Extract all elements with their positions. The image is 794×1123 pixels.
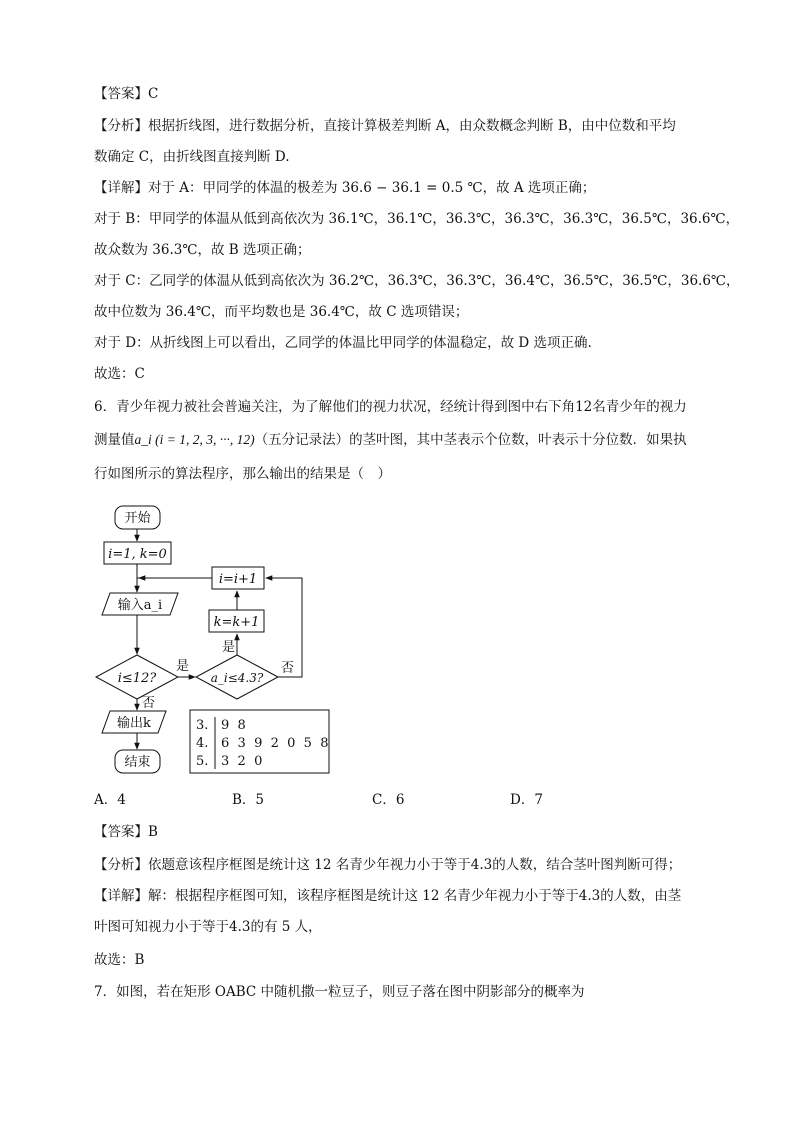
stem-pre: 测量值 [94, 432, 135, 448]
answer-tag: 【答案】 [94, 86, 148, 102]
detail-text: 解：根据程序框图可知，该程序框图是统计这 12 名青少年视力小于等于4.3的人数，由茎 [148, 888, 682, 904]
init-label: i=1, k=0 [108, 547, 167, 562]
leaf-row-3: 3 2 0 [221, 754, 263, 769]
leaf-row-1: 9 8 [221, 718, 246, 733]
cond1-label: i≤12? [117, 671, 157, 686]
q6-analysis [94, 855, 681, 875]
end-label: 结束 [124, 755, 151, 770]
cond2-label: a_i≤4.3? [210, 671, 264, 685]
stem-row-2: 4. [196, 736, 209, 751]
q6-answer [94, 822, 158, 842]
q5-detail-d: 对于 D：从折线图上可以看出，乙同学的体温比甲同学的体温稳定，故 D 选项正确. [94, 335, 592, 351]
no1-label: 否 [142, 696, 156, 711]
output-label: 输出k [117, 716, 151, 731]
detail-tag: 【详解】 [94, 180, 148, 196]
q5-detail-b: 对于 B：甲同学的体温从低到高依次为 36.1℃，36.1℃，36.3℃，36.3℃，36.3℃，36.5℃，36.6℃， [94, 211, 740, 227]
answer-tag: 【答案】 [94, 824, 148, 840]
answer-value: C [148, 86, 159, 102]
i-inc-label: i=i+1 [218, 572, 258, 587]
q6-stem-line3: 行如图所示的算法程序，那么输出的结果是（ ） [94, 466, 391, 482]
leaf-row-2: 6 3 9 2 0 5 8 [221, 736, 329, 751]
q5-detail-c-cont: 故中位数为 36.4℃，而平均数也是 36.4℃，故 C 选项错误； [94, 304, 469, 320]
choice-a-label: A． [94, 792, 118, 808]
yes2-label: 是 [222, 640, 236, 655]
k-inc-label: k=k+1 [213, 615, 260, 630]
stem-math: a_i (i = 1, 2, 3, ···, 12) [134, 432, 255, 447]
q7-stem: 7．如图，若在矩形 OABC 中随机撒一粒豆子，则豆子落在图中阴影部分的概率为 [94, 984, 585, 1000]
start-label: 开始 [124, 511, 151, 526]
q6-detail [94, 886, 681, 906]
yes1-label: 是 [176, 659, 190, 674]
q5-detail-c: 对于 C：乙同学的体温从低到高依次为 36.2℃，36.3℃，36.3℃，36.4℃，36.5℃，36.5℃，36.6℃， [94, 273, 740, 289]
choice-b [232, 790, 264, 810]
detail-tag: 【详解】 [94, 888, 148, 904]
analysis-tag: 【分析】 [94, 118, 148, 134]
choice-c-label: C． [372, 792, 396, 808]
q6-conclusion: 故选：B [94, 952, 145, 968]
detail-text: 对于 A：甲同学的体温的极差为 36.6 − 36.1 = 0.5 ℃，故 A 选项正确； [148, 180, 596, 196]
choice-b-label: B． [232, 792, 256, 808]
q6-detail-cont: 叶图可知视力小于等于4.3的有 5 人， [94, 919, 322, 935]
q5-detail-b-cont: 故众数为 36.3℃，故 B 选项正确； [94, 242, 311, 258]
choice-c-value: 6 [395, 792, 405, 808]
choice-a-value: 4 [117, 792, 126, 808]
choice-b-value: 5 [255, 792, 265, 808]
input-label: 输入a_i [117, 598, 163, 613]
stem-row-3: 5. [196, 754, 209, 769]
choice-d [510, 790, 543, 810]
answer-value: B [148, 824, 158, 840]
choice-a [94, 790, 126, 810]
analysis-text: 根据折线图，进行数据分析，直接计算极差判断 A，由众数概念判断 B，由中位数和平均 [148, 118, 676, 134]
q5-analysis-cont: 数确定 C，由折线图直接判断 D. [94, 149, 290, 165]
stem-row-1: 3. [196, 718, 209, 733]
analysis-tag: 【分析】 [94, 857, 148, 873]
choice-d-value: 7 [534, 792, 543, 808]
choice-c [372, 790, 404, 810]
stem-post: （五分记录法）的茎叶图，其中茎表示个位数，叶表示十分位数．如果执 [254, 432, 687, 448]
no2-label: 否 [281, 661, 295, 676]
analysis-text: 依题意该程序框图是统计这 12 名青少年视力小于等于4.3的人数，结合茎叶图判断可得； [148, 857, 682, 873]
q5-conclusion: 故选：C [94, 366, 145, 382]
q6-stem-line1: 6．青少年视力被社会普遍关注，为了解他们的视力状况，经统计得到图中右下角12名青少年的视力 [94, 399, 687, 415]
choice-d-label: D． [510, 792, 535, 808]
